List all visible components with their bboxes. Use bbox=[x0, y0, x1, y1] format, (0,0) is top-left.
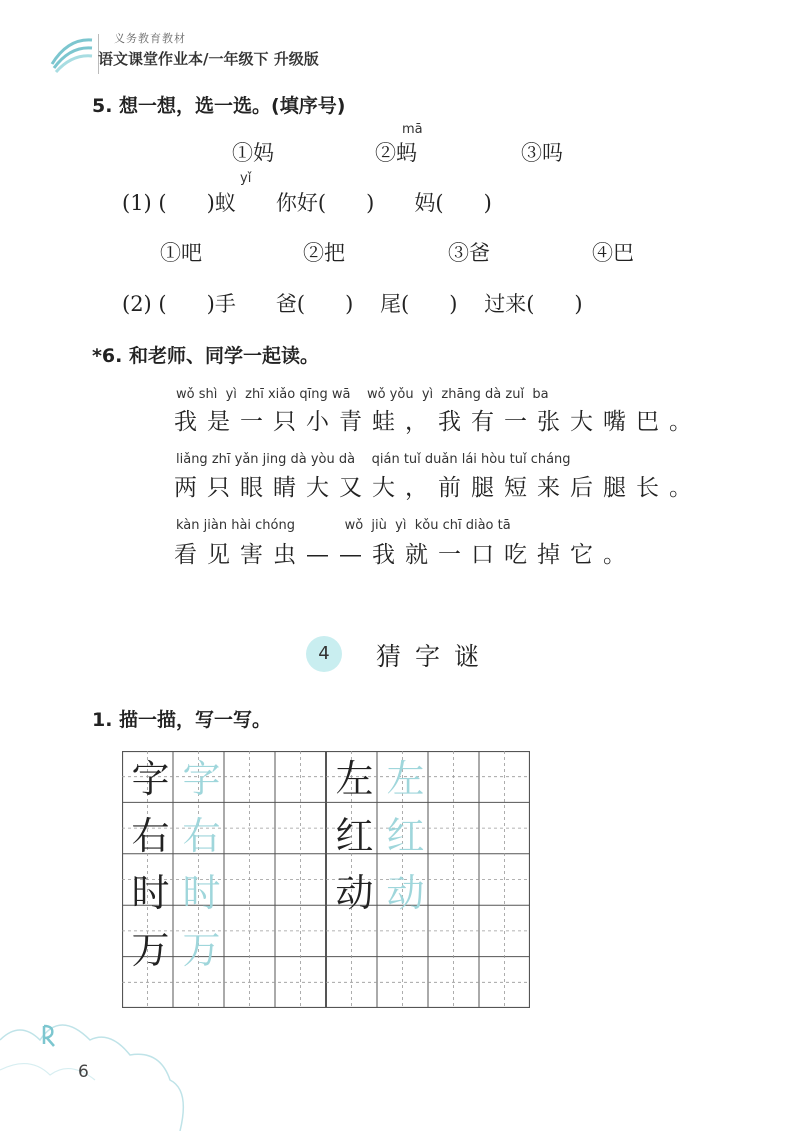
trace-char-2[interactable]: 右 bbox=[182, 814, 221, 858]
q5-option-c: ③爸 bbox=[448, 241, 490, 265]
q6-text-line-1: 我是一只小青蛙，我有一张大嘴巴。 bbox=[174, 409, 702, 435]
trace-char-7[interactable]: 动 bbox=[386, 871, 425, 915]
model-char-2: 右 bbox=[131, 814, 170, 858]
q6-pinyin-line-3: kàn jiàn hài chóng wǒ jiù yì kǒu chī diào tā bbox=[176, 518, 511, 533]
q1-title: 1. 描一描，写一写。 bbox=[92, 709, 272, 731]
model-char-4: 万 bbox=[131, 928, 170, 972]
q5-answer-row-2: (2) ( )手 爸( ) 尾( ) 过来( ) bbox=[122, 292, 583, 316]
cloud-decoration bbox=[0, 1000, 800, 1131]
trace-char-6[interactable]: 红 bbox=[386, 814, 425, 858]
model-char-3: 时 bbox=[131, 871, 170, 915]
q5-option-1: ①妈 bbox=[232, 141, 274, 165]
lesson-number-badge: 4 bbox=[306, 636, 342, 672]
q5-answer-row-1: (1) ( )蚁 你好( ) 妈( ) bbox=[122, 191, 492, 215]
q6-title: *6. 和老师、同学一起读。 bbox=[92, 345, 319, 367]
trace-char-5[interactable]: 左 bbox=[386, 757, 425, 801]
q5-option-2: ②蚂 bbox=[375, 141, 417, 165]
q5-title: 5. 想一想，选一选。(填序号) bbox=[92, 95, 346, 117]
lesson-title: 猜字谜 bbox=[376, 642, 494, 671]
model-char-5: 左 bbox=[335, 757, 374, 801]
publisher-logo-icon bbox=[48, 34, 96, 74]
q5-option-a: ①吧 bbox=[160, 241, 202, 265]
q6-pinyin-line-1: wǒ shì yì zhī xiǎo qīng wā wǒ yǒu yì zhāng dà zuǐ ba bbox=[176, 387, 549, 402]
q5-option-d: ④巴 bbox=[592, 241, 634, 265]
book-title: 语文课堂作业本/一年级下 升级版 bbox=[98, 50, 319, 68]
series-label: 义务教育教材 bbox=[114, 32, 186, 45]
model-char-7: 动 bbox=[335, 871, 374, 915]
page-number: 6 bbox=[78, 1062, 89, 1082]
trace-char-3[interactable]: 时 bbox=[182, 871, 221, 915]
q6-pinyin-line-2: liǎng zhī yǎn jing dà yòu dà qián tuǐ duǎn lái hòu tuǐ cháng bbox=[176, 452, 571, 467]
writing-grid[interactable] bbox=[122, 751, 530, 1008]
q6-text-line-3: 看见害虫——我就一口吃掉它。 bbox=[174, 542, 636, 568]
model-char-1: 字 bbox=[131, 757, 170, 801]
q5-option-pinyin: mā bbox=[402, 122, 423, 137]
q5-option-3: ③吗 bbox=[521, 141, 563, 165]
q6-text-line-2: 两只眼睛大又大，前腿短来后腿长。 bbox=[174, 475, 702, 501]
trace-char-1[interactable]: 字 bbox=[182, 757, 221, 801]
q5-option-b: ②把 bbox=[303, 241, 345, 265]
q5-item-pinyin: yǐ bbox=[240, 171, 252, 186]
trace-char-4[interactable]: 万 bbox=[182, 928, 221, 972]
model-char-6: 红 bbox=[335, 814, 374, 858]
